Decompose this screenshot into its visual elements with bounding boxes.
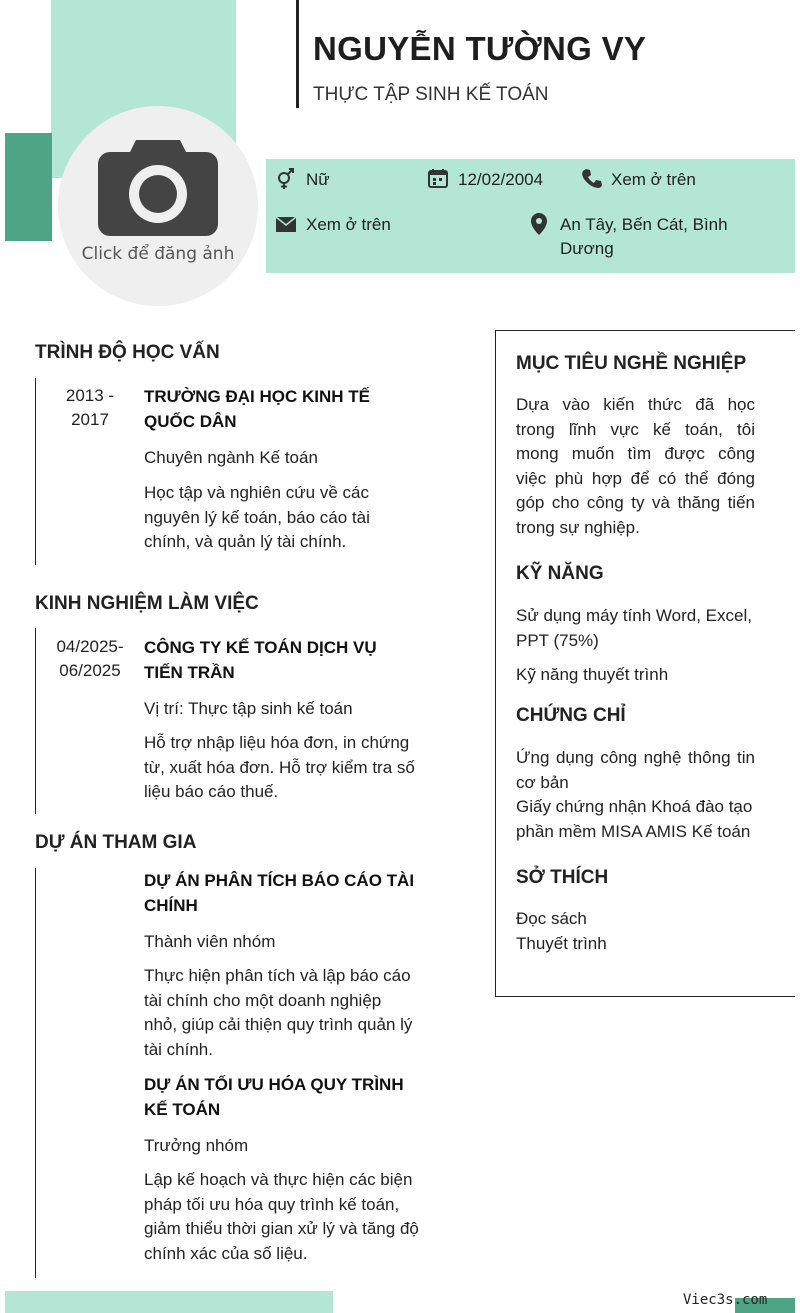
experience-divider (35, 628, 36, 814)
phone-value: Xem ở trên (611, 170, 696, 189)
project-1-description: Thực hiện phân tích và lập báo cáo tài chính cho một doanh nghiệp nhỏ, giúp cải thiện quy trình quản lý tài chính. (144, 966, 413, 1059)
hobbies-title: SỞ THÍCH (516, 867, 609, 888)
profile-photo-upload[interactable] (58, 106, 258, 306)
phone-icon (582, 168, 602, 188)
project-2-role: Trưởng nhóm (144, 1136, 249, 1155)
gender-icon (276, 168, 296, 190)
name-accent-bar (296, 0, 299, 108)
camera-icon (98, 134, 218, 238)
certificate-item: Giấy chứng nhận Khoá đào tạo phần mềm MISA AMIS Kế toán (516, 797, 753, 841)
objective-title: MỤC TIÊU NGHỀ NGHIỆP (516, 353, 747, 374)
experience-description: Hỗ trợ nhập liệu hóa đơn, in chứng từ, xuất hóa đơn. Hỗ trợ kiểm tra số liệu báo cáo thuế. (144, 733, 415, 801)
decor-block-bottom (5, 1291, 333, 1313)
gender-value: Nữ (306, 170, 330, 189)
education-title: TRÌNH ĐỘ HỌC VẤN (35, 342, 220, 363)
education-divider (35, 378, 36, 565)
project-1-role: Thành viên nhóm (144, 932, 276, 951)
email-value: Xem ở trên (306, 215, 391, 234)
project-2-name: DỰ ÁN TỐI ƯU HÓA QUY TRÌNH KẾ TOÁN (144, 1075, 404, 1119)
experience-position: Vị trí: Thực tập sinh kế toán (144, 699, 353, 718)
experience-title: KINH NGHIỆM LÀM VIỆC (35, 593, 259, 614)
candidate-name: NGUYỄN TƯỜNG VY (313, 30, 647, 67)
skill-item: Kỹ năng thuyết trình (516, 665, 669, 684)
certificate-item: Ứng dụng công nghệ thông tin cơ bản (516, 748, 755, 792)
projects-title: DỰ ÁN THAM GIA (35, 832, 197, 853)
projects-divider (35, 868, 36, 1278)
education-major: Chuyên ngành Kế toán (144, 448, 318, 467)
objective-text: Dựa vào kiến thức đã học trong lĩnh vực kế toán, tôi mong muốn tìm được công việc phù hợp để có thể đóng góp cho công ty và thăng tiến trong sự nghiệp. (516, 395, 755, 537)
skill-item: Sử dụng máy tính Word, Excel, PPT (75%) (516, 606, 752, 650)
photo-upload-label: Click để đăng ảnh (81, 244, 235, 264)
email-icon (276, 217, 296, 232)
project-2-description: Lập kế hoạch và thực hiện các biện pháp tối ưu hóa quy trình kế toán, giảm thiểu thời gian xử lý và tăng độ chính xác của số liệu. (144, 1170, 419, 1263)
experience-company: CÔNG TY KẾ TOÁN DỊCH VỤ TIẾN TRẦN (144, 638, 377, 682)
address-value: An Tây, Bến Cát, Bình Dương (560, 215, 728, 258)
birthday-value: 12/02/2004 (458, 170, 544, 189)
certificates-title: CHỨNG CHỈ (516, 705, 626, 726)
experience-date: 04/2025- 06/2025 (56, 637, 124, 680)
hobby-item: Đọc sách (516, 909, 587, 928)
skills-title: KỸ NĂNG (516, 563, 604, 584)
watermark: Viec3s.com (683, 1292, 768, 1308)
hobby-item: Thuyết trình (516, 934, 607, 953)
education-description: Học tập và nghiên cứu về các nguyên lý kế toán, báo cáo tài chính, và quản lý tài chính. (144, 483, 370, 551)
location-pin-icon (531, 213, 547, 235)
calendar-icon (428, 168, 448, 188)
job-title: THỰC TẬP SINH KẾ TOÁN (313, 84, 549, 105)
education-date: 2013 - 2017 (65, 386, 115, 429)
education-school: TRƯỜNG ĐẠI HỌC KINH TẾ QUỐC DÂN (144, 387, 370, 431)
decor-block-left (5, 133, 52, 241)
project-1-name: DỰ ÁN PHÂN TÍCH BÁO CÁO TÀI CHÍNH (144, 871, 415, 915)
